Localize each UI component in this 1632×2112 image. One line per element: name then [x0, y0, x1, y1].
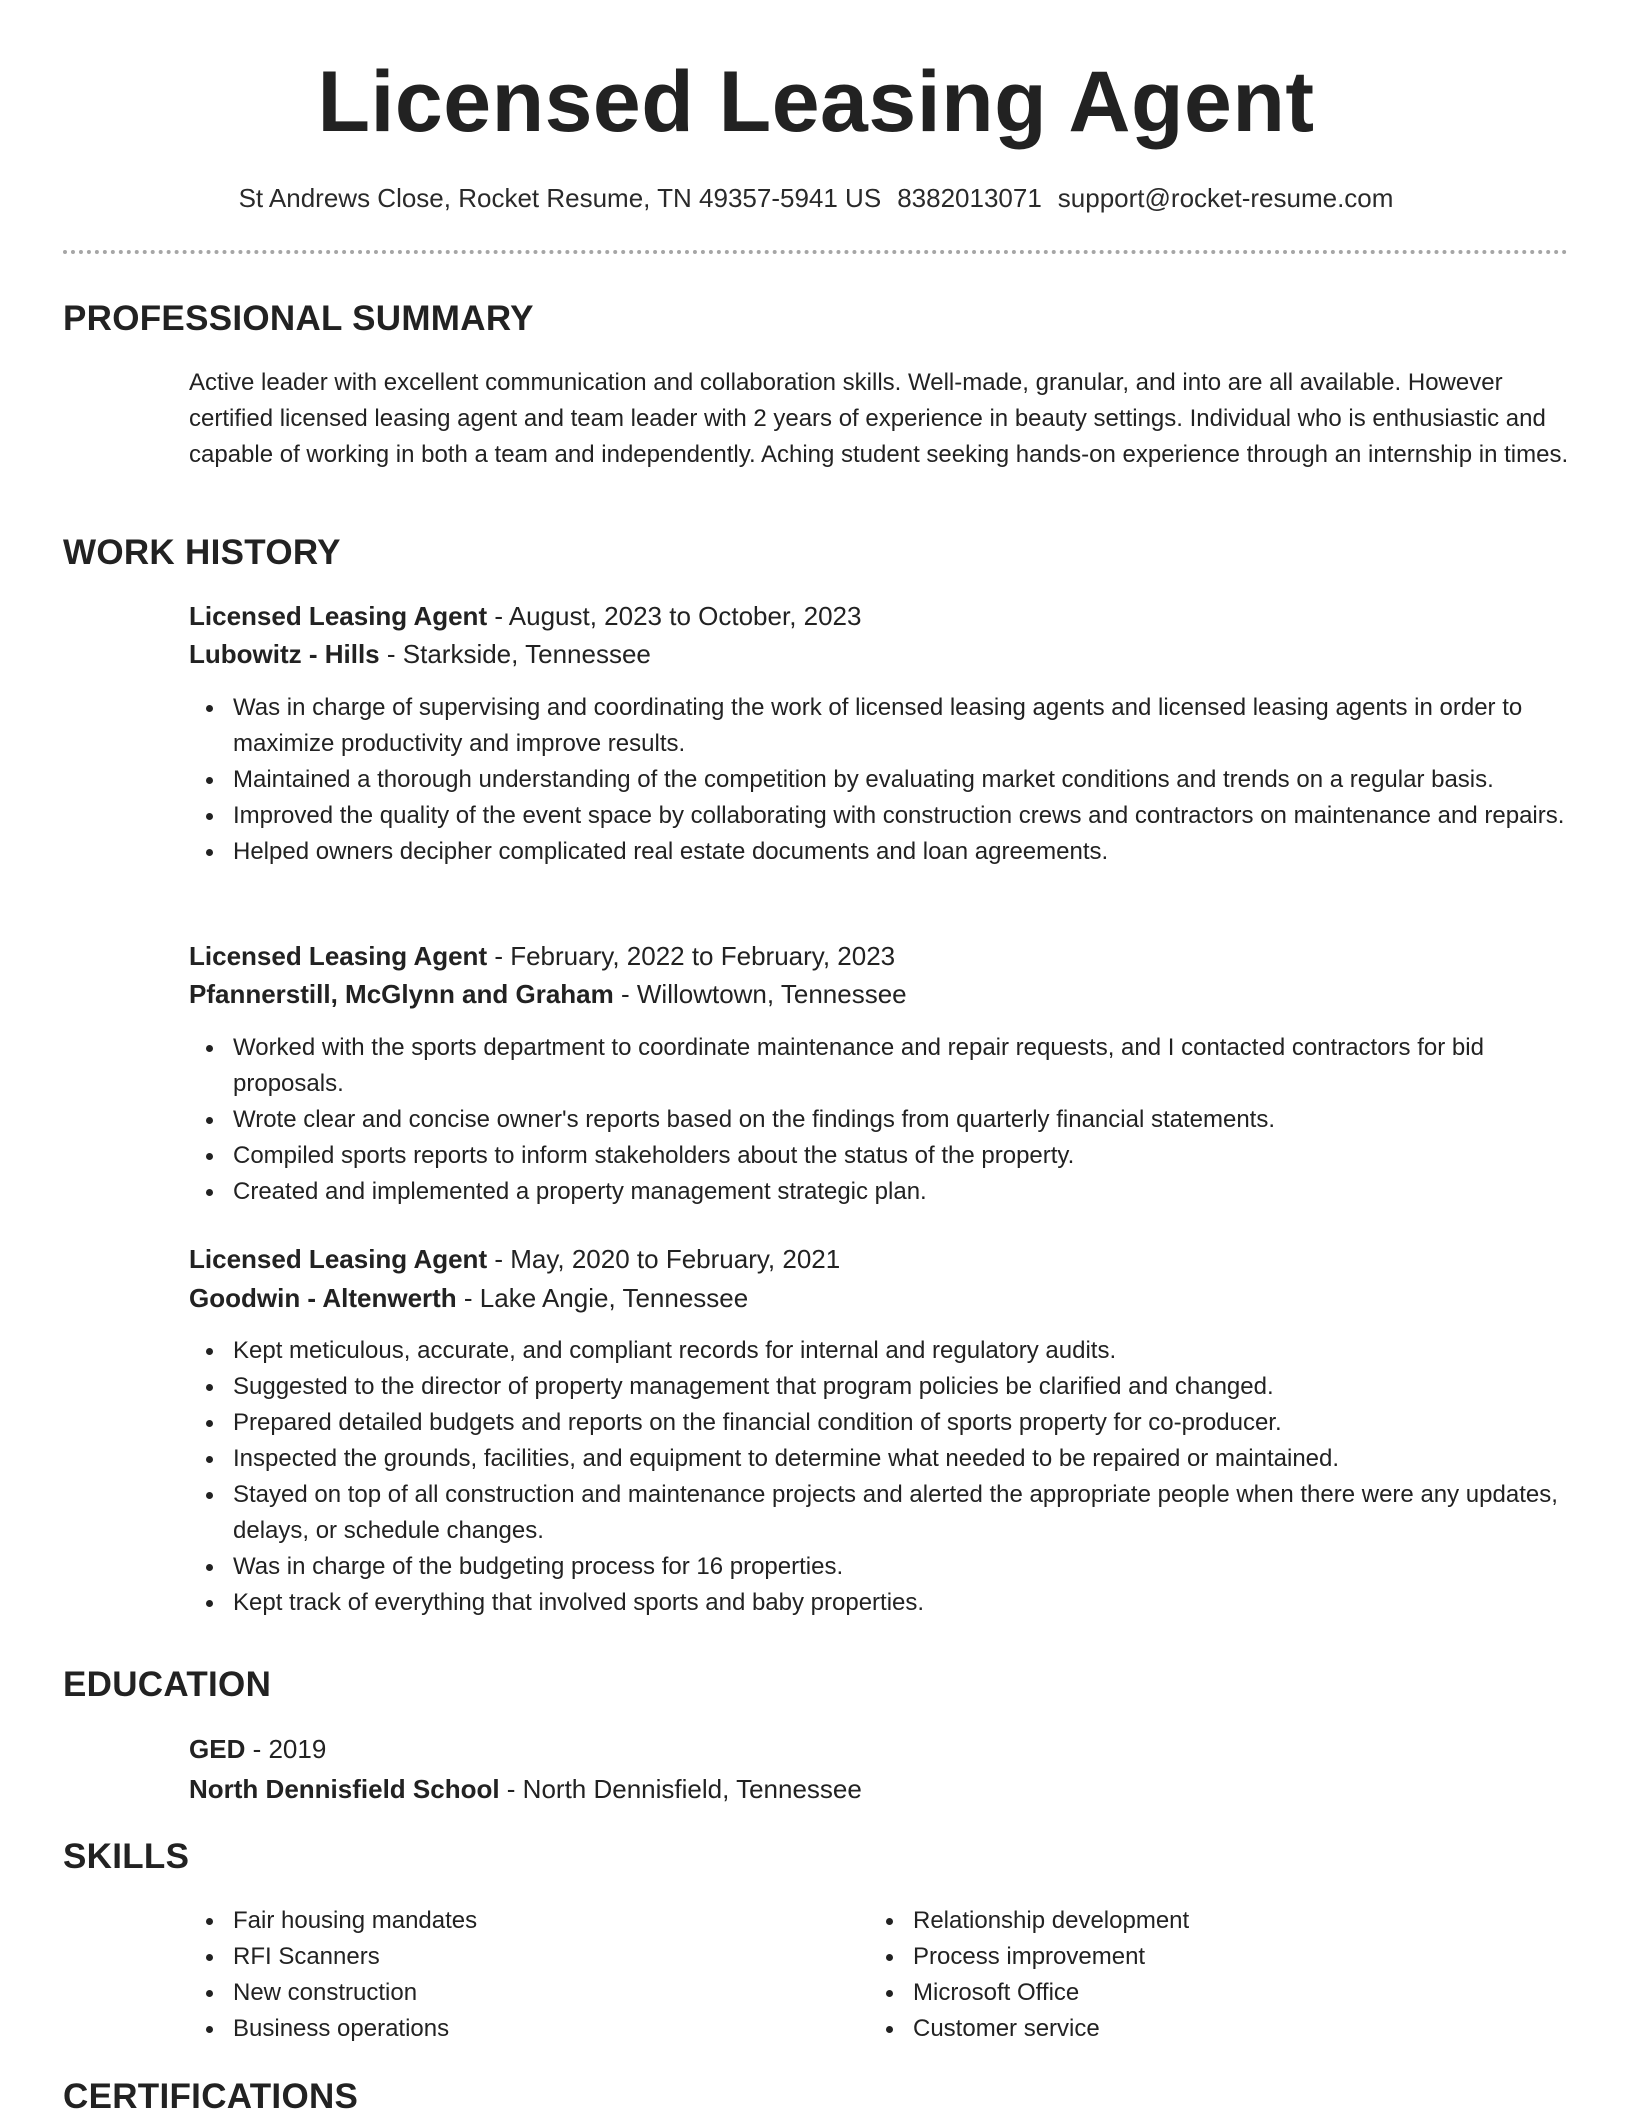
skill-item: Fair housing mandates — [189, 1903, 829, 1939]
job-location: - Lake Angie, Tennessee — [456, 1283, 749, 1313]
job-company-line — [189, 635, 651, 673]
education-school-line — [189, 1770, 862, 1808]
skill-item: Process improvement — [869, 1939, 1509, 1975]
skill-item: New construction — [189, 1975, 829, 2011]
job-company-line — [189, 975, 907, 1013]
job-dates: - May, 2020 to February, 2021 — [487, 1244, 841, 1274]
skills-list-right — [869, 1903, 1509, 2047]
list-item: Maintained a thorough understanding of the competition by evaluating market conditions and trends on a regular basis. — [189, 762, 1569, 798]
job-bullets — [189, 1030, 1569, 1210]
job-role: Licensed Leasing Agent — [189, 1244, 488, 1274]
list-item: Compiled sports reports to inform stakeholders about the status of the property. — [189, 1138, 1569, 1174]
job-title-line — [189, 937, 895, 975]
contact-line — [0, 180, 1632, 216]
list-item: Inspected the grounds, facilities, and equipment to determine what needed to be repaired or maintained. — [189, 1441, 1569, 1477]
education-degree-line — [189, 1730, 326, 1768]
job-role: Licensed Leasing Agent — [189, 941, 488, 971]
list-item: Kept meticulous, accurate, and compliant records for internal and regulatory audits. — [189, 1333, 1569, 1369]
education-year: - 2019 — [245, 1734, 327, 1764]
skill-item: Business operations — [189, 2011, 829, 2047]
job-company: Goodwin - Altenwerth — [189, 1283, 457, 1313]
job-location: - Willowtown, Tennessee — [613, 979, 907, 1009]
job-title-line — [189, 597, 861, 635]
skills-heading: SKILLS — [63, 1837, 190, 1876]
job-location: - Starkside, Tennessee — [379, 639, 651, 669]
job-bullets — [189, 690, 1569, 870]
job-company: Pfannerstill, McGlynn and Graham — [189, 979, 614, 1009]
job-company-line — [189, 1279, 748, 1317]
skill-item: RFI Scanners — [189, 1939, 829, 1975]
education-location: - North Dennisfield, Tennessee — [499, 1774, 862, 1804]
list-item: Was in charge of the budgeting process for 16 properties. — [189, 1549, 1569, 1585]
education-heading: EDUCATION — [63, 1665, 272, 1704]
list-item: Prepared detailed budgets and reports on the financial condition of sports property for co-producer. — [189, 1405, 1569, 1441]
list-item: Kept track of everything that involved sports and baby properties. — [189, 1585, 1569, 1621]
skills-list-left — [189, 1903, 829, 2047]
list-item: Stayed on top of all construction and maintenance projects and alerted the appropriate people when there were any updates, delays, or schedule changes. — [189, 1477, 1569, 1549]
contact-email: support@rocket-resume.com — [1057, 183, 1394, 213]
contact-phone: 8382013071 — [897, 183, 1042, 213]
summary-heading: PROFESSIONAL SUMMARY — [63, 299, 534, 338]
job-bullets — [189, 1333, 1569, 1621]
contact-address: St Andrews Close, Rocket Resume, TN 49357-5941 US — [238, 183, 882, 213]
list-item: Helped owners decipher complicated real estate documents and loan agreements. — [189, 834, 1569, 870]
list-item: Suggested to the director of property management that program policies be clarified and changed. — [189, 1369, 1569, 1405]
skill-item: Relationship development — [869, 1903, 1509, 1939]
work-history-heading: WORK HISTORY — [63, 533, 341, 572]
skill-item: Microsoft Office — [869, 1975, 1509, 2011]
summary-text: Active leader with excellent communication and collaboration skills. Well-made, granular, and into are all available. However certified licensed leasing agent and team leader with 2 years of experience in beauty settings. Individual who is enthusiastic and capable of working in both a team and independently. Aching student seeking hands-on experience through an internship in times. — [189, 369, 1569, 468]
resume-name: Licensed Leasing Agent — [317, 54, 1315, 150]
header-divider — [63, 250, 1568, 254]
job-dates: - February, 2022 to February, 2023 — [487, 941, 896, 971]
job-company: Lubowitz - Hills — [189, 639, 380, 669]
list-item: Wrote clear and concise owner's reports based on the findings from quarterly financial statements. — [189, 1102, 1569, 1138]
certifications-heading: CERTIFICATIONS — [63, 2077, 359, 2112]
job-role: Licensed Leasing Agent — [189, 601, 488, 631]
skill-item: Customer service — [869, 2011, 1509, 2047]
list-item: Created and implemented a property management strategic plan. — [189, 1174, 1569, 1210]
education-school: North Dennisfield School — [189, 1774, 500, 1804]
job-dates: - August, 2023 to October, 2023 — [487, 601, 862, 631]
list-item: Was in charge of supervising and coordinating the work of licensed leasing agents and licensed leasing agents in order to maximize productivity and improve results. — [189, 690, 1569, 762]
list-item: Improved the quality of the event space by collaborating with construction crews and contractors on maintenance and repairs. — [189, 798, 1569, 834]
job-title-line — [189, 1240, 840, 1278]
list-item: Worked with the sports department to coordinate maintenance and repair requests, and I contacted contractors for bid proposals. — [189, 1030, 1569, 1102]
education-degree: GED — [189, 1734, 246, 1764]
